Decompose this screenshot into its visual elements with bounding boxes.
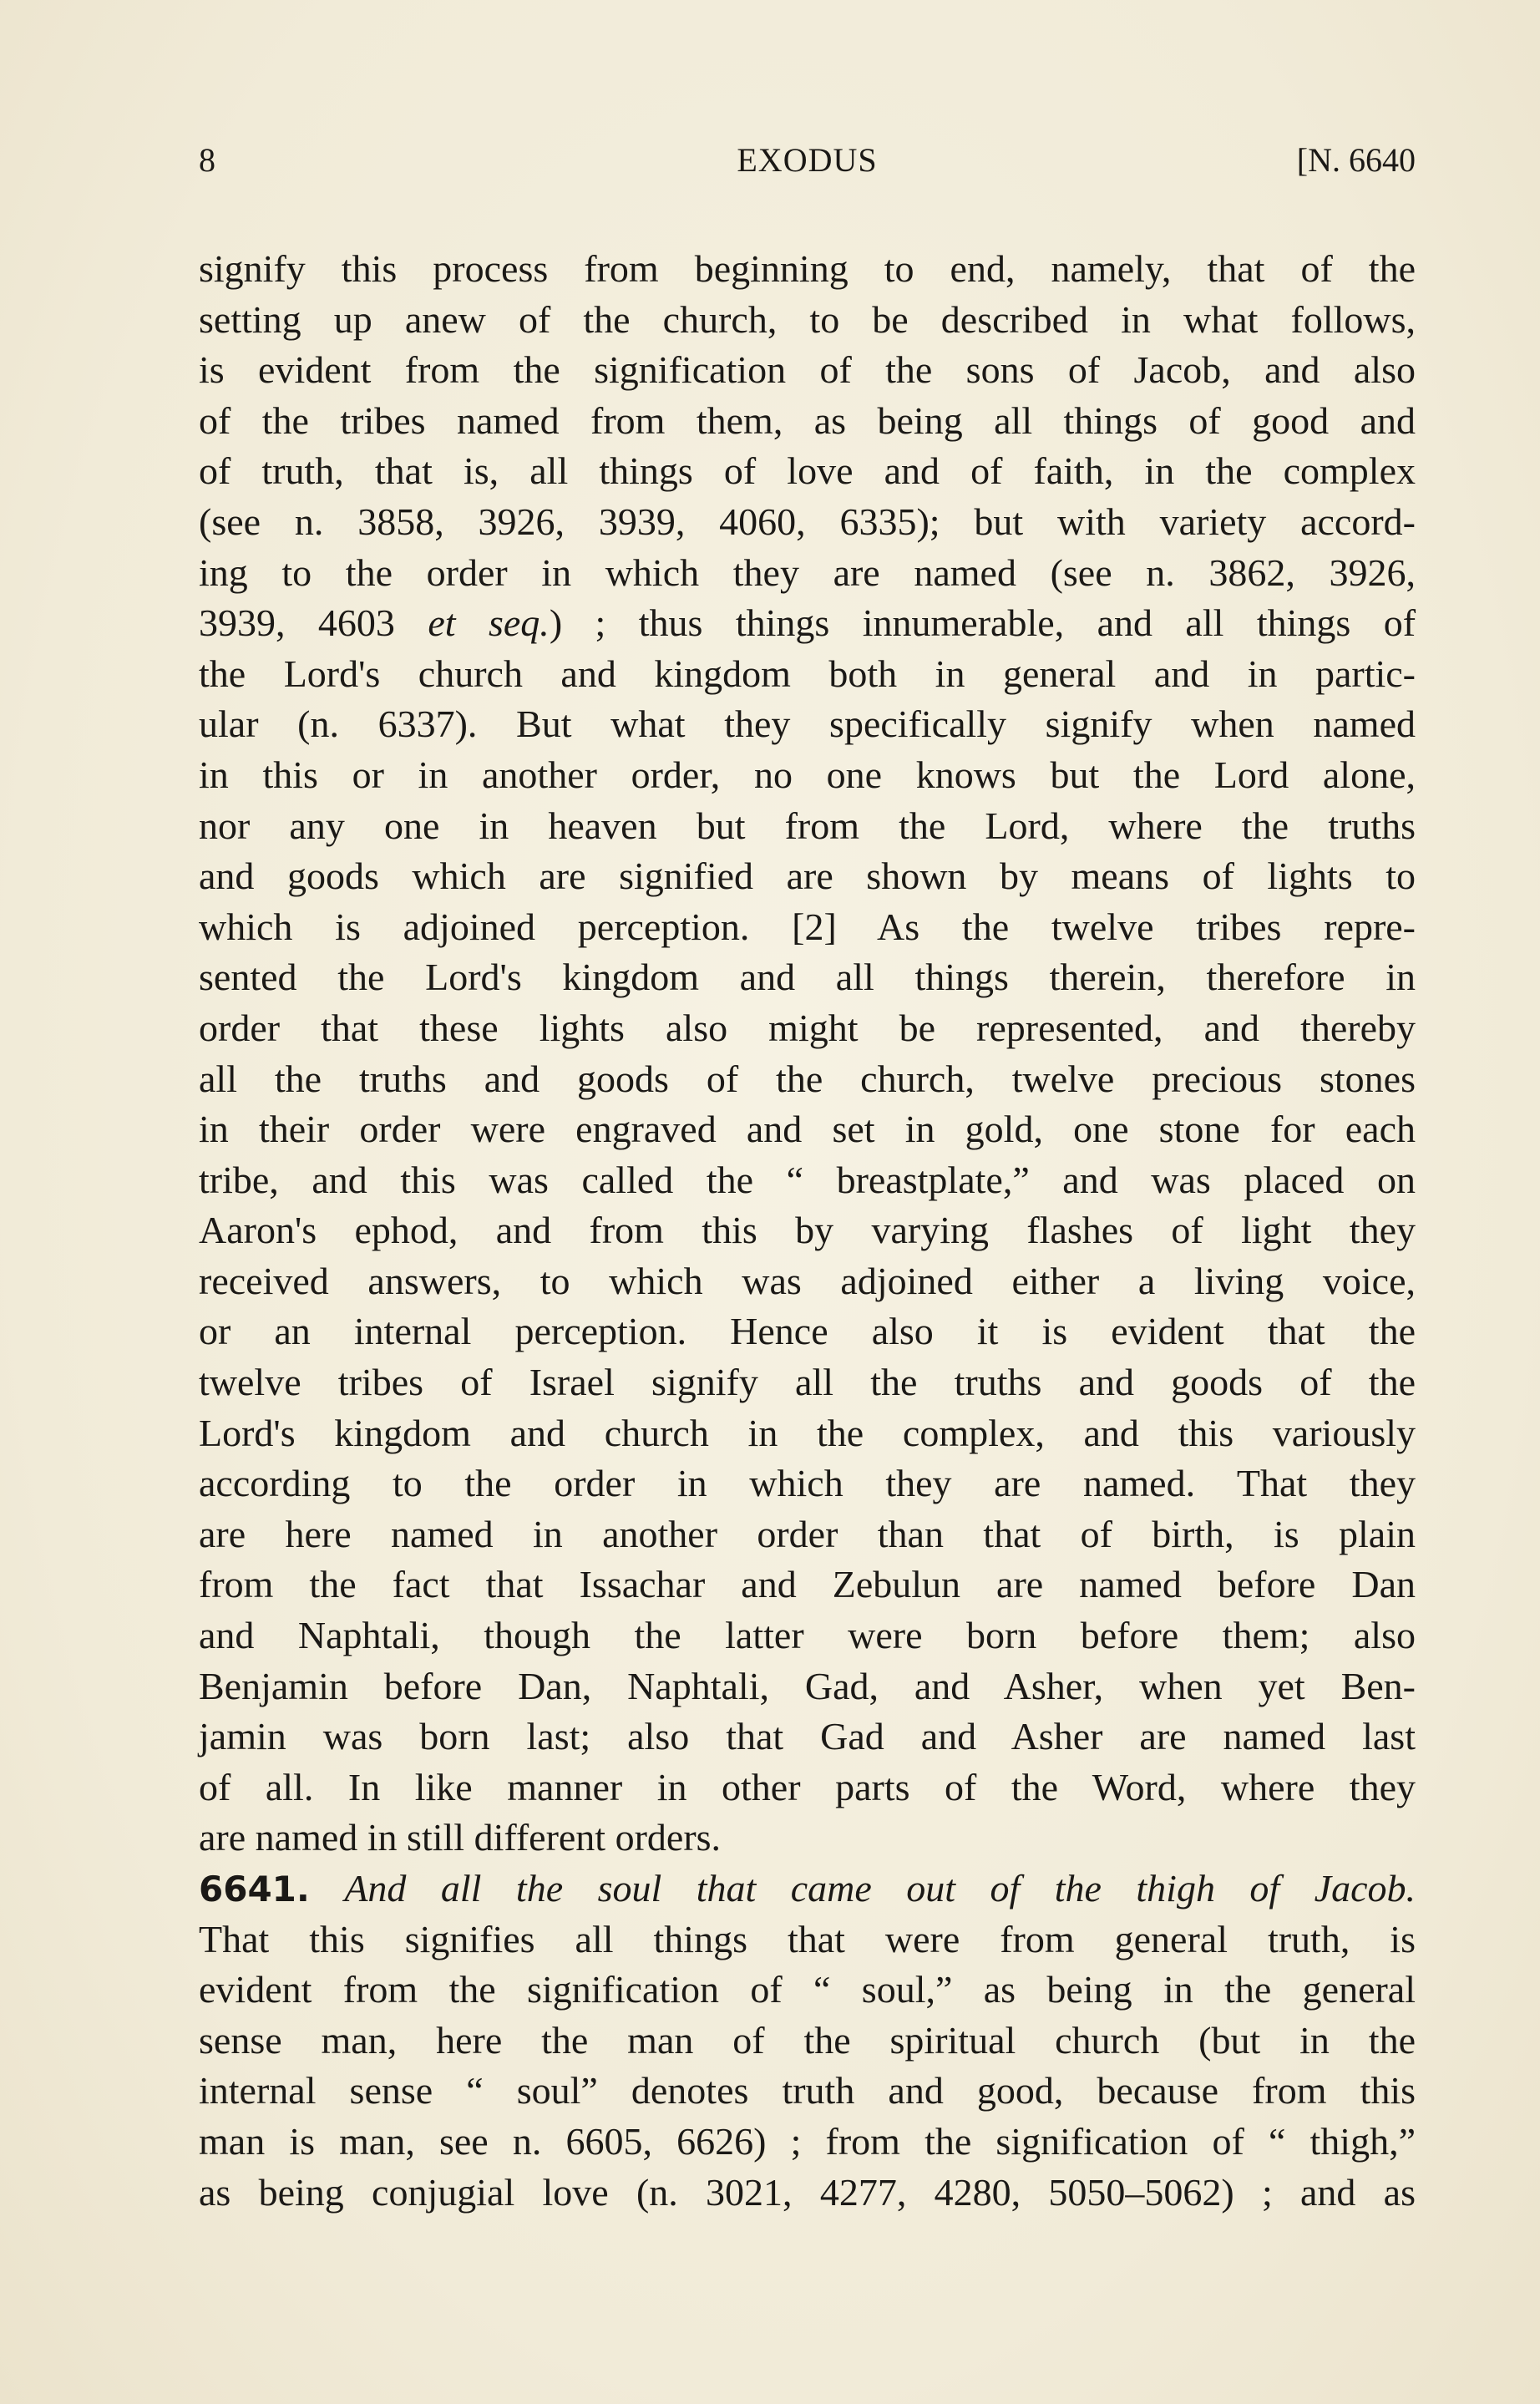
text-line: order that these lights also might be represented, and thereby bbox=[199, 1006, 1416, 1049]
text-line: are named in still different orders. bbox=[199, 1816, 722, 1859]
text-line: is evident from the signification of the sons of Jacob, and also bbox=[199, 348, 1416, 392]
text-line: of truth, that is, all things of love and of faith, in the complex bbox=[199, 449, 1416, 493]
text-line: jamin was born last; also that Gad and Asher are named last bbox=[199, 1715, 1416, 1758]
section-reference: [N. 6640 bbox=[1296, 141, 1416, 179]
text-line: according to the order in which they are named. That they bbox=[199, 1462, 1416, 1505]
text-line: (see n. 3858, 3926, 3939, 4060, 6335); but with variety accord- bbox=[199, 500, 1416, 543]
text-fragment: ) ; thus things innumerable, and all things of bbox=[549, 601, 1416, 645]
text-line: from the fact that Issachar and Zebulun are named before Dan bbox=[199, 1563, 1416, 1606]
text-line: ing to the order in which they are named (see n. 3862, 3926, bbox=[199, 550, 1416, 594]
text-line: internal sense “ soul” denotes truth and good, because from this bbox=[199, 2069, 1416, 2112]
text-line: which is adjoined perception. [2] As the twelve tribes repre- bbox=[199, 905, 1416, 948]
text-fragment: 3939, 4603 bbox=[199, 601, 428, 645]
italic-heading: And all the soul that came out of the thigh of Jacob. bbox=[344, 1867, 1416, 1910]
text-line: as being conjugial love (n. 3021, 4277, 4280, 5050–5062) ; and as bbox=[199, 2170, 1416, 2214]
text-line: setting up anew of the church, to be described in what follows, bbox=[199, 297, 1416, 341]
text-line: Benjamin before Dan, Naphtali, Gad, and Asher, when yet Ben- bbox=[199, 1664, 1416, 1707]
italic-fragment: et seq. bbox=[428, 601, 550, 645]
text-line: all the truths and goods of the church, twelve precious stones bbox=[199, 1057, 1416, 1100]
page-number: 8 bbox=[199, 141, 215, 179]
text-line: man is man, see n. 6605, 6626) ; from the signification of “ thigh,” bbox=[199, 2119, 1416, 2163]
body-text bbox=[199, 244, 1416, 2218]
text-line: twelve tribes of Israel signify all the truths and goods of the bbox=[199, 1361, 1416, 1404]
text-line: That this signifies all things that were from general truth, is bbox=[199, 1917, 1416, 1960]
text-line: the Lord's church and kingdom both in general and in partic- bbox=[199, 652, 1416, 695]
paragraph-heading-6641 bbox=[199, 1864, 1416, 1915]
text-line: received answers, to which was adjoined either a living voice, bbox=[199, 1259, 1416, 1302]
text-line: in their order were engraved and set in gold, one stone for each bbox=[199, 1108, 1416, 1151]
paragraph-number: 6641. bbox=[199, 1869, 310, 1910]
text-line: or an internal perception. Hence also it is evident that the bbox=[199, 1310, 1416, 1353]
text-line: sented the Lord's kingdom and all things therein, therefore in bbox=[199, 956, 1416, 999]
text-line: of all. In like manner in other parts of the Word, where they bbox=[199, 1765, 1416, 1808]
text-line: nor any one in heaven but from the Lord, where the truths bbox=[199, 804, 1416, 847]
running-header bbox=[199, 140, 1416, 190]
text-line: of the tribes named from them, as being all things of good and bbox=[199, 398, 1416, 442]
text-line: Aaron's ephod, and from this by varying flashes of light they bbox=[199, 1209, 1416, 1252]
text-line: are here named in another order than that of birth, is plain bbox=[199, 1512, 1416, 1555]
running-title: EXODUS bbox=[737, 141, 878, 179]
text-line: and Naphtali, though the latter were born before them; also bbox=[199, 1614, 1416, 1657]
text-line: ular (n. 6337). But what they specifically signify when named bbox=[199, 702, 1416, 746]
text-line: evident from the signification of “ soul,” as being in the general bbox=[199, 1968, 1416, 2011]
text-line-with-italic bbox=[199, 598, 1416, 649]
text-line: Lord's kingdom and church in the complex, and this variously bbox=[199, 1411, 1416, 1454]
text-line: and goods which are signified are shown by means of lights to bbox=[199, 855, 1416, 898]
text-line: tribe, and this was called the “ breastplate,” and was placed on bbox=[199, 1158, 1416, 1201]
text-line: in this or in another order, no one knows but the Lord alone, bbox=[199, 753, 1416, 796]
text-line: sense man, here the man of the spiritual church (but in the bbox=[199, 2018, 1416, 2062]
text-line: signify this process from beginning to end, namely, that of the bbox=[199, 247, 1416, 290]
